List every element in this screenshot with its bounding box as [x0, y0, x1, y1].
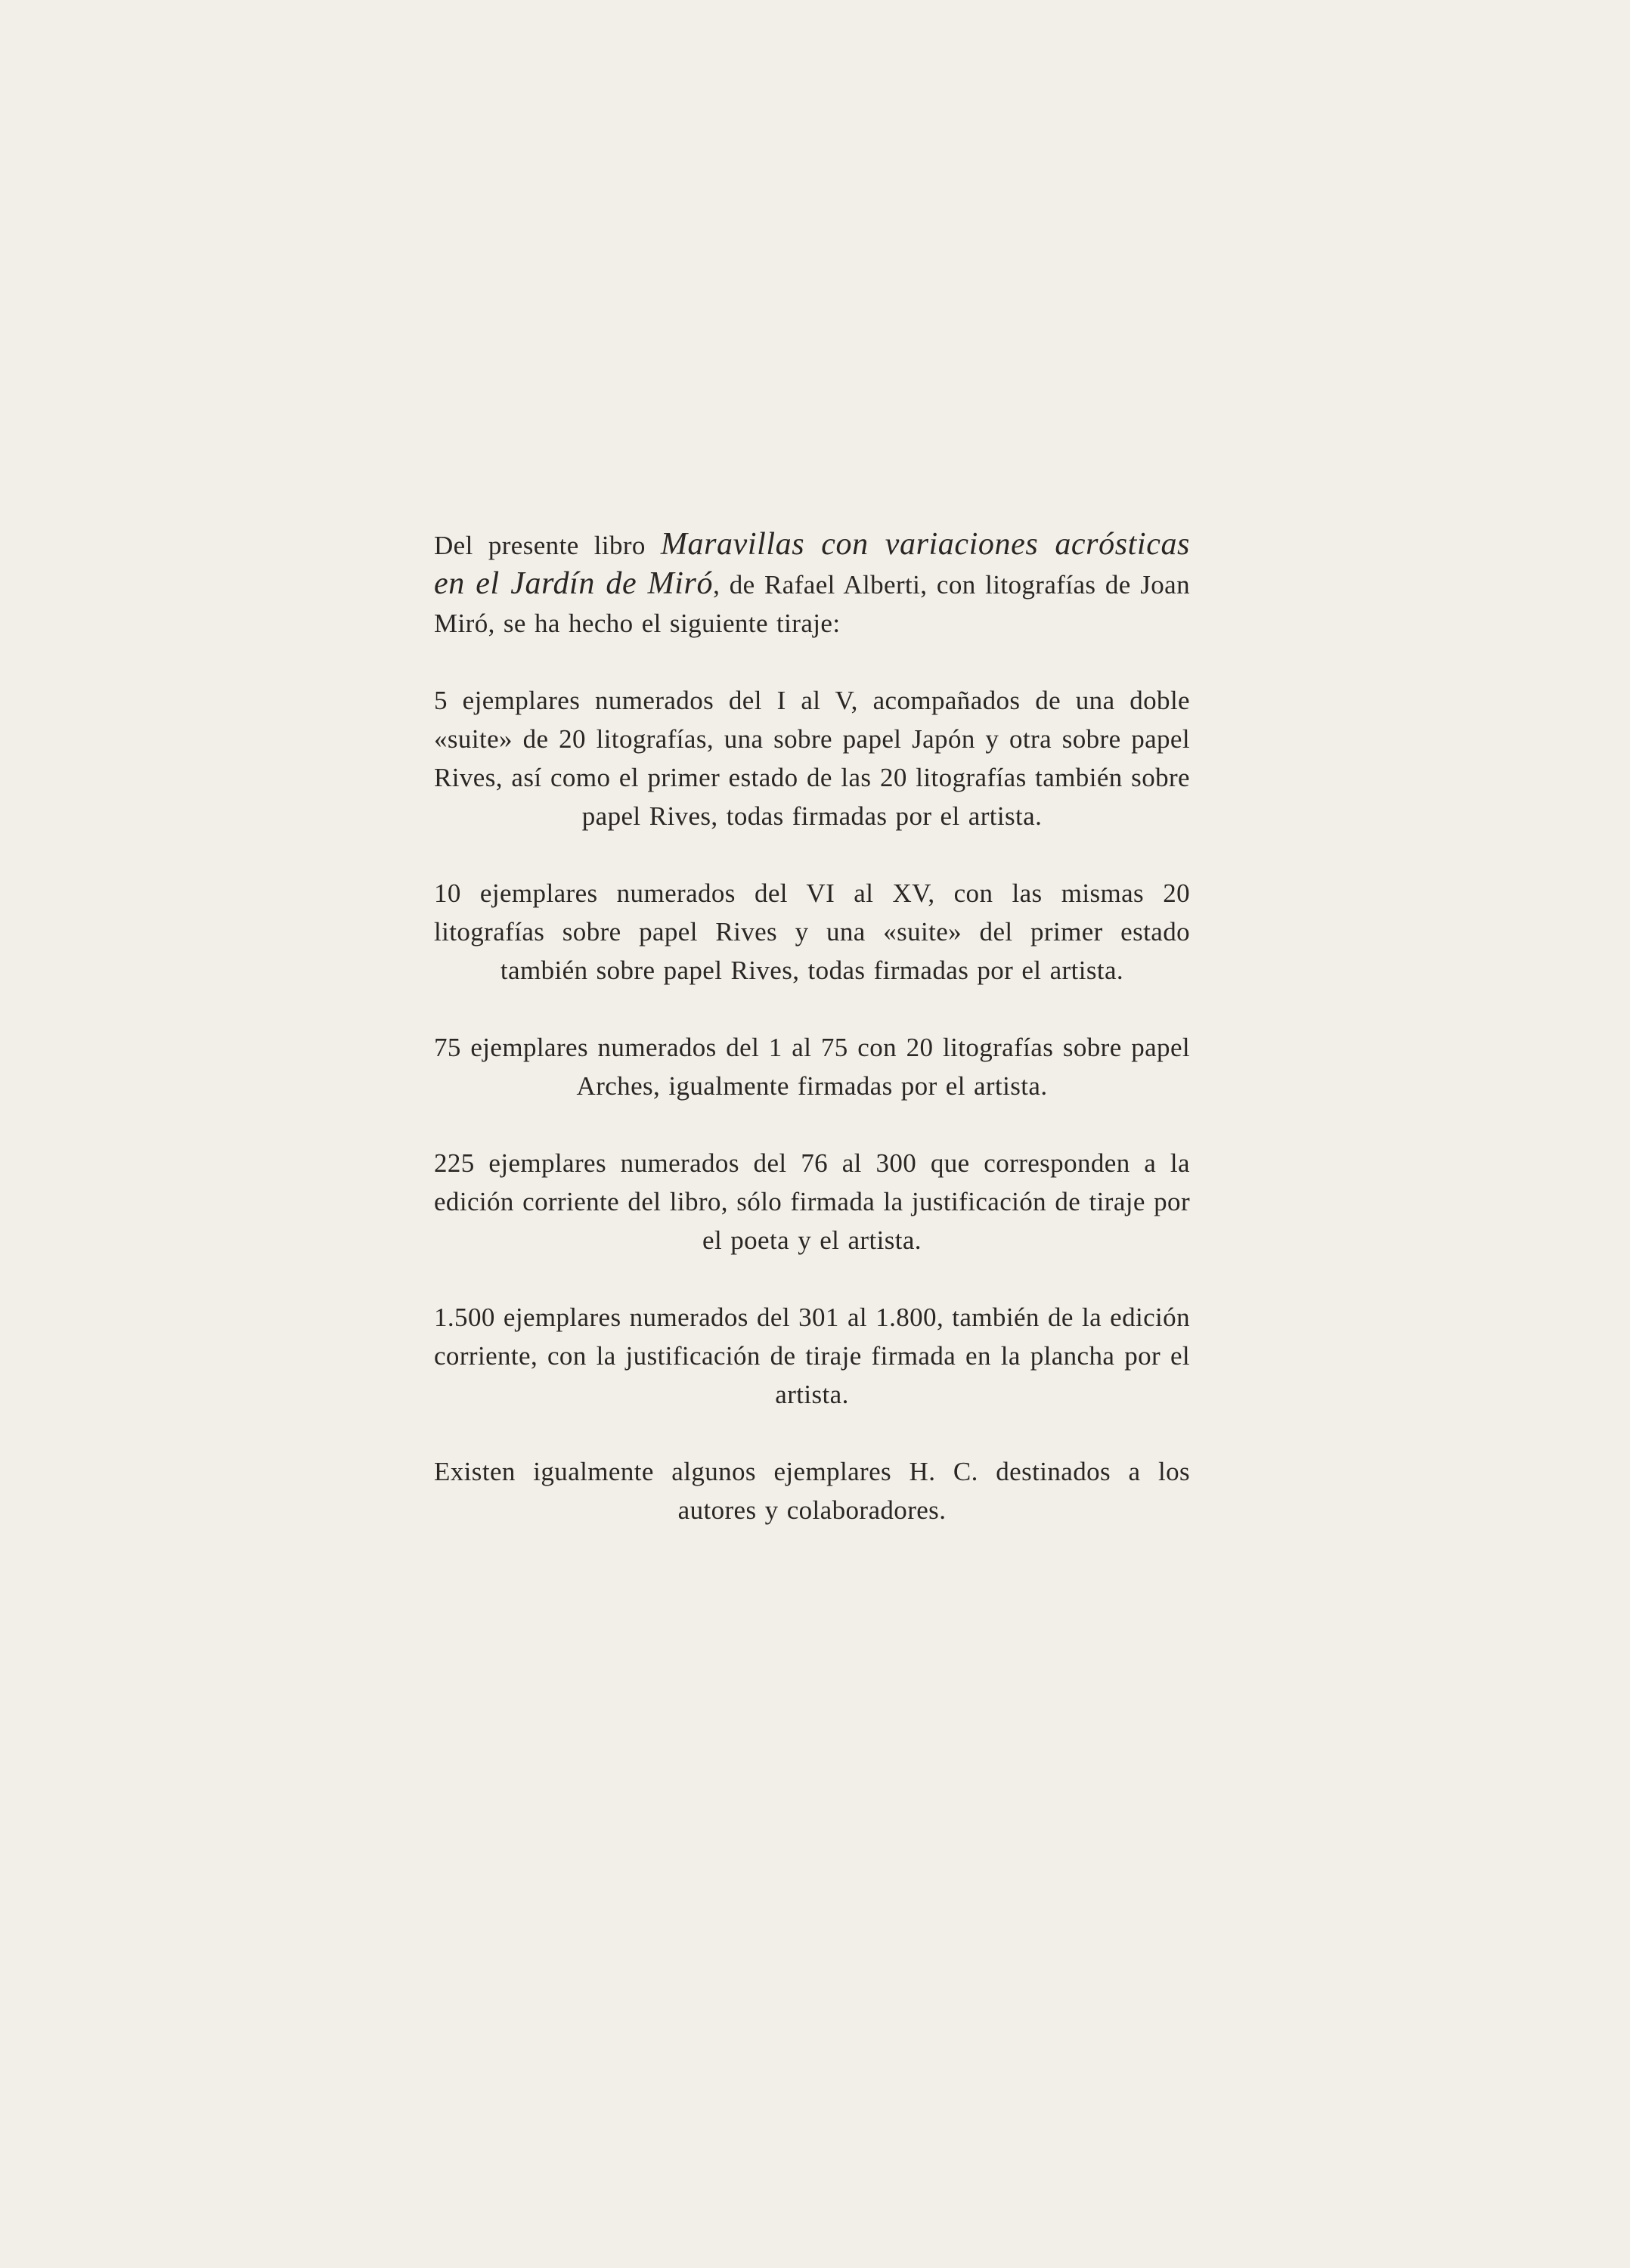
intro-paragraph	[434, 525, 1190, 643]
edition-roman-i-v-paragraph: 5 ejemplares numerados del I al V, acompañados de una doble «suite» de 20 litografías, una sobre papel Japón y otra sobre papel Rives, así como el primer estado de las 20 litografías también sobre papel Rives, todas firmadas por el artista.	[434, 686, 1190, 831]
intro-tail-text: , de Rafael Alberti, con litografías de Joan Miró, se ha hecho el siguiente tiraje:	[434, 570, 1190, 638]
edition-76-300-paragraph: 225 ejemplares numerados del 76 al 300 que corresponden a la edición corriente del libro, sólo firmada la justificación de tiraje por el poeta y el artista.	[434, 1148, 1190, 1255]
edition-1-75-paragraph: 75 ejemplares numerados del 1 al 75 con 20 litografías sobre papel Arches, igualmente firmadas por el artista.	[434, 1033, 1190, 1101]
edition-301-1800-paragraph: 1.500 ejemplares numerados del 301 al 1.800, también de la edición corriente, con la justificación de tiraje firmada en la plancha por el artista.	[434, 1303, 1190, 1409]
intro-lead-text: Del presente libro	[434, 531, 661, 560]
colophon-text-block	[434, 525, 1190, 1529]
hors-commerce-paragraph: Existen igualmente algunos ejemplares H. C. destinados a los autores y colaboradores.	[434, 1457, 1190, 1525]
book-title: Maravillas con variaciones acrósticas en el Jardín de Miró	[434, 527, 1190, 601]
edition-roman-vi-xv-paragraph: 10 ejemplares numerados del VI al XV, con las mismas 20 litografías sobre papel Rives y una «suite» del primer estado también sobre papel Rives, todas firmadas por el artista.	[434, 878, 1190, 985]
